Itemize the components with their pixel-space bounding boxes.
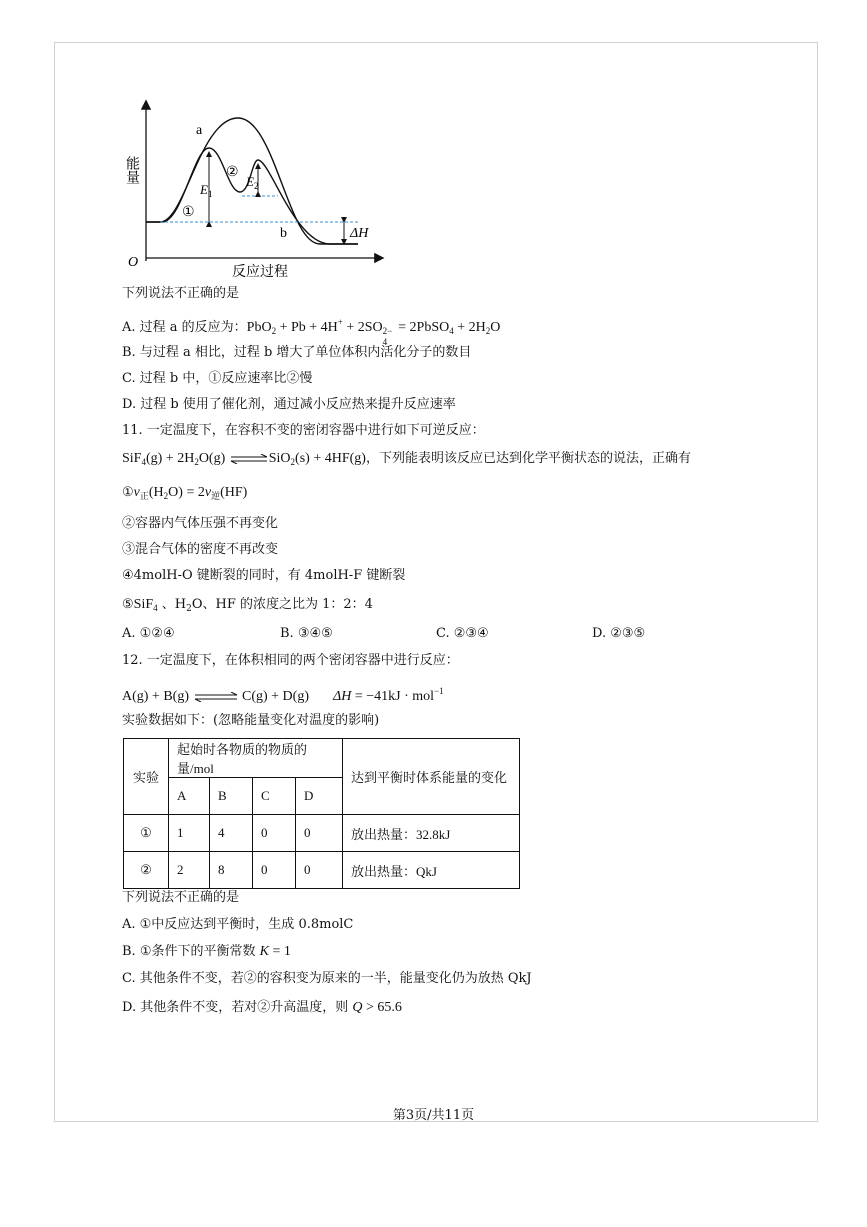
page-footer: 第3页/共11页 [392, 1108, 475, 1123]
table-cell: 1 [169, 815, 210, 852]
curve-b-label: b [280, 226, 287, 241]
q10-option-c: C. 过程 b 中，①反应速率比②慢 [122, 371, 313, 386]
q11-option-d: D. ②③⑤ [592, 626, 646, 641]
table-cell: ② [124, 852, 169, 889]
table-col-b: B [210, 778, 253, 815]
q10-option-d: D. 过程 b 使用了催化剂，通过减小反应热来提升反应速率 [122, 397, 456, 412]
table-cell: 0 [253, 852, 296, 889]
q12-equation: A(g) + B(g) C(g) + D(g) ΔH = −41kJ · mol$^{-1}$ [122, 686, 444, 704]
equilibrium-arrow [193, 692, 239, 702]
curve-a-label: a [196, 123, 203, 138]
table-cell: 0 [296, 852, 343, 889]
energy-diagram [120, 96, 390, 281]
e1-label: $E_1$ [200, 182, 213, 199]
table-cell: 8 [210, 852, 253, 889]
q11-option-a: A. ①②④ [122, 626, 175, 641]
q11-item-4: ④4molH-O 键断裂的同时，有 4molH-F 键断裂 [122, 568, 406, 583]
q10-option-a-prefix: A. 过程 a 的反应为： [122, 320, 247, 335]
q11-option-c: C. ②③④ [436, 626, 489, 641]
q12-option-c: C. 其他条件不变，若②的容积变为原来的一半，能量变化仍为放热 QkJ [122, 971, 532, 986]
table-cell: 4 [210, 815, 253, 852]
table-col-c: C [253, 778, 296, 815]
q11-options [122, 625, 682, 643]
table-row [124, 815, 520, 852]
q11-equation-tail: ，下列能表明该反应已达到化学平衡状态的说法，正确有 [365, 451, 691, 466]
origin-label: O [128, 255, 139, 270]
table-header-start-amounts: 起始时各物质的物质的量/mol [169, 739, 343, 778]
q11-equation-line [122, 450, 691, 471]
q12-option-b: B. ①条件下的平衡常数 K = 1 [122, 944, 291, 959]
q11-equation: $SiF_4(g) + 2H_2O(g) SiO_2(s) + 4HF(g)$ [122, 451, 366, 467]
table-header-energy-change: 达到平衡时体系能量的变化 [343, 739, 520, 815]
table-cell: 放出热量：32.8kJ [343, 815, 520, 852]
table-cell: 0 [253, 815, 296, 852]
table-cell: 2 [169, 852, 210, 889]
equilibrium-arrow [229, 454, 269, 464]
step1-label: ① [182, 204, 195, 220]
e2-label: $E_2$ [246, 174, 259, 191]
q12-stem: 12. 一定温度下，在体积相同的两个密闭容器中进行反应： [122, 653, 459, 668]
table-cell: 放出热量：QkJ [343, 852, 520, 889]
q10-option-a [122, 313, 501, 347]
q11-item-1: $①v_正(H_2O) = 2v_逆(HF)$ [122, 485, 248, 501]
q10-option-a-equation: PbO$_2$ + Pb + 4H+ + 2SO 2− 4 = 2PbSO$_4$ + $2H_2O$ [246, 317, 501, 347]
q11-option-b: B. ③④⑤ [280, 626, 333, 641]
table-cell: 0 [296, 815, 343, 852]
q11-item-5: ⑤SiF$_4$ 、$H_2O$、HF 的浓度之比为 1：2：4 [122, 597, 373, 614]
table-col-a: A [169, 778, 210, 815]
dh-label: ΔH [350, 226, 369, 241]
q10-stem: 下列说法不正确的是 [122, 286, 240, 301]
q12-stem-2: 下列说法不正确的是 [122, 890, 240, 905]
y-axis-label: 能量 [124, 156, 140, 184]
table-cell: ① [124, 815, 169, 852]
q12-option-a: A. ①中反应达到平衡时，生成 0.8molC [122, 917, 354, 932]
q11-stem: 11. 一定温度下，在容积不变的密闭容器中进行如下可逆反应： [122, 423, 485, 438]
q10-option-b: B. 与过程 a 相比，过程 b 增大了单位体积内活化分子的数目 [122, 345, 472, 360]
q11-item-3: ③混合气体的密度不再改变 [122, 542, 279, 557]
table-header-experiment: 实验 [124, 739, 169, 815]
step2-label: ② [226, 164, 239, 180]
experiment-table [123, 738, 520, 889]
table-row [124, 852, 520, 889]
q12-option-d: D. 其他条件不变，若对②升高温度，则 Q > 65.6 [122, 1000, 402, 1015]
q11-item-2: ②容器内气体压强不再变化 [122, 516, 279, 531]
q12-data-intro: 实验数据如下：(忽略能量变化对温度的影响) [122, 713, 380, 728]
x-axis-label: 反应过程 [232, 264, 288, 280]
table-col-d: D [296, 778, 343, 815]
